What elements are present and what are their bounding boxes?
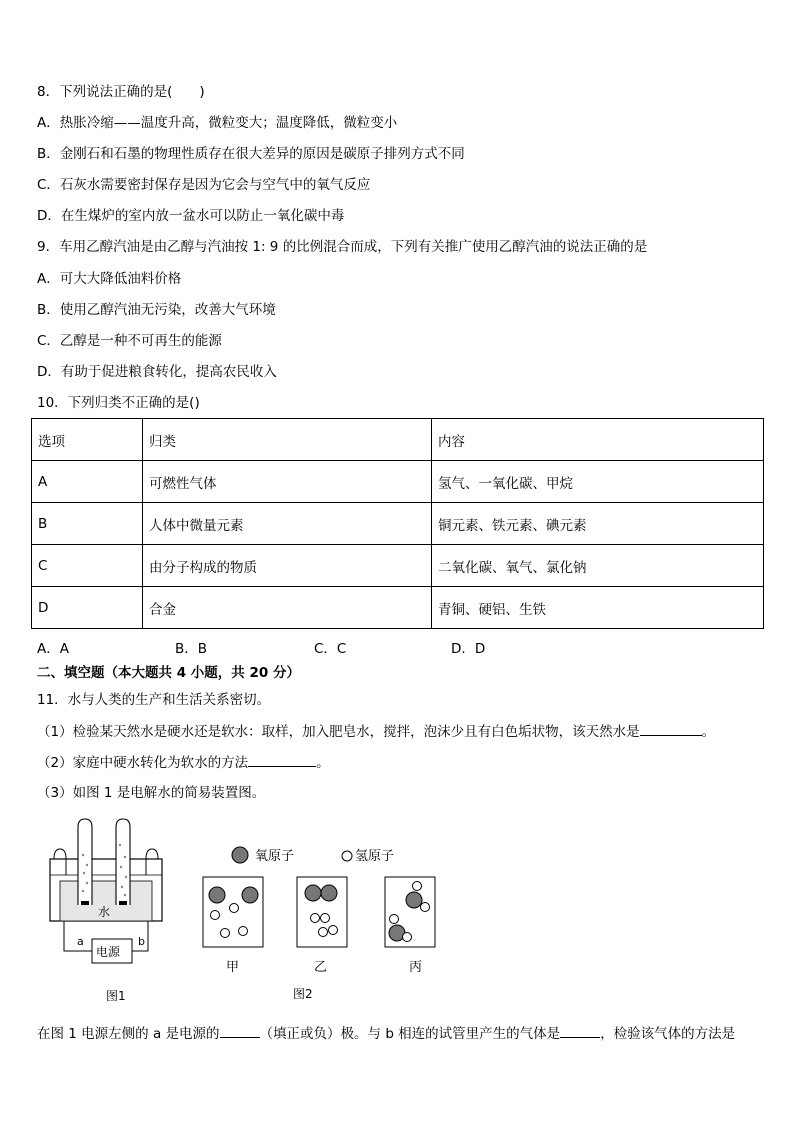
q11-part3: （3）如图 1 是电解水的简易装置图。 (37, 785, 266, 801)
q11-part2-text: （2）家庭中硬水转化为软水的方法 (37, 755, 249, 771)
box-label-jia: 甲 (226, 960, 240, 975)
box-label-yi: 乙 (314, 960, 328, 975)
table-row (32, 461, 764, 503)
q10-choices (37, 637, 597, 655)
table-cell: 合金 (143, 587, 432, 629)
table-cell: 氢气、一氧化碳、甲烷 (432, 461, 764, 503)
q11-part1-text: （1）检验某天然水是硬水还是软水：取样，加入肥皂水，搅拌，泡沫少且有白色垢状物，该天然水是 (37, 724, 640, 740)
q10-choice-b: B．B (175, 641, 208, 657)
electrolysis-apparatus-diagram (40, 815, 180, 1005)
q10-choice-c: C．C (314, 641, 347, 657)
q9-option-a: A．可大大降低油料价格 (37, 271, 182, 287)
particle-model-diagram (195, 840, 445, 1005)
q11-part2-end: 。 (316, 755, 330, 771)
power-source-label: 电源 (96, 945, 121, 959)
q8-stem: 8．下列说法正确的是( ) (37, 84, 205, 100)
table-cell: D (32, 587, 143, 629)
q11-part1-end: 。 (701, 724, 716, 740)
table-cell: B (32, 503, 143, 545)
q9-option-b: B．使用乙醇汽油无污染，改善大气环境 (37, 302, 276, 318)
table-row (32, 545, 764, 587)
table-cell: 二氧化碳、氧气、氯化钠 (432, 545, 764, 587)
table-header-cell: 选项 (32, 419, 143, 461)
water-label: 水 (98, 905, 111, 919)
table-header-cell: 归类 (143, 419, 432, 461)
legend-oxygen-label: 氧原子 (255, 849, 295, 864)
section-heading: 二、填空题（本大题共 4 小题，共 20 分） (37, 665, 300, 681)
q11-part2 (37, 753, 330, 772)
answer-blank[interactable] (640, 722, 702, 736)
table-cell: 青铜、硬铝、生铁 (432, 587, 764, 629)
answer-blank[interactable] (248, 753, 316, 767)
q8-option-b: B．金刚石和石墨的物理性质存在很大差异的原因是碳原子排列方式不同 (37, 146, 465, 162)
answer-blank[interactable] (560, 1024, 600, 1038)
table-row (32, 503, 764, 545)
terminal-a-label: a (77, 935, 84, 948)
table-header-cell: 内容 (432, 419, 764, 461)
q9-option-c: C．乙醇是一种不可再生的能源 (37, 333, 222, 349)
q9-option-d: D．有助于促进粮食转化，提高农民收入 (37, 364, 277, 380)
figure-1 (40, 815, 180, 1005)
table-cell: 由分子构成的物质 (143, 545, 432, 587)
q8-option-d: D．在生煤炉的室内放一盆水可以防止一氧化碳中毒 (37, 208, 345, 224)
table-cell: C (32, 545, 143, 587)
table-cell: 铜元素、铁元素、碘元素 (432, 503, 764, 545)
q8-option-c: C．石灰水需要密封保存是因为它会与空气中的氧气反应 (37, 177, 371, 193)
q10-choice-d: D．D (451, 641, 486, 657)
q10-choice-a: A．A (37, 641, 69, 657)
q11-part1 (37, 722, 715, 741)
q10-stem: 10．下列归类不正确的是() (37, 395, 200, 411)
q11-last-text-a: 在图 1 电源左侧的 a 是电源的 (37, 1026, 220, 1042)
q11-last-line (37, 1024, 735, 1043)
q10-table (31, 418, 764, 629)
q9-stem: 9．车用乙醇汽油是由乙醇与汽油按 1: 9 的比例混合而成，下列有关推广使用乙醇汽油的说法正确的是 (37, 239, 648, 255)
box-label-bing: 丙 (409, 960, 423, 975)
q11-last-text-c: ，检验该气体的方法是 (600, 1026, 736, 1042)
table-cell: A (32, 461, 143, 503)
figure-1-caption: 图1 (106, 989, 126, 1003)
table-header-row (32, 419, 764, 461)
terminal-b-label: b (138, 935, 145, 948)
figure-2-caption: 图2 (293, 987, 313, 1001)
oxygen-atom-icon (232, 847, 248, 863)
table-cell: 人体中微量元素 (143, 503, 432, 545)
q11-last-text-b: （填正或负）极。与 b 相连的试管里产生的气体是 (259, 1026, 561, 1042)
q11-stem: 11．水与人类的生产和生活关系密切。 (37, 692, 271, 708)
legend-hydrogen-label: 氢原子 (355, 849, 395, 864)
figure-2 (195, 840, 445, 1005)
table-row (32, 587, 764, 629)
answer-blank[interactable] (220, 1024, 260, 1038)
table-cell: 可燃性气体 (143, 461, 432, 503)
hydrogen-atom-icon (342, 851, 352, 861)
q8-option-a: A．热胀冷缩——温度升高，微粒变大；温度降低，微粒变小 (37, 115, 398, 131)
